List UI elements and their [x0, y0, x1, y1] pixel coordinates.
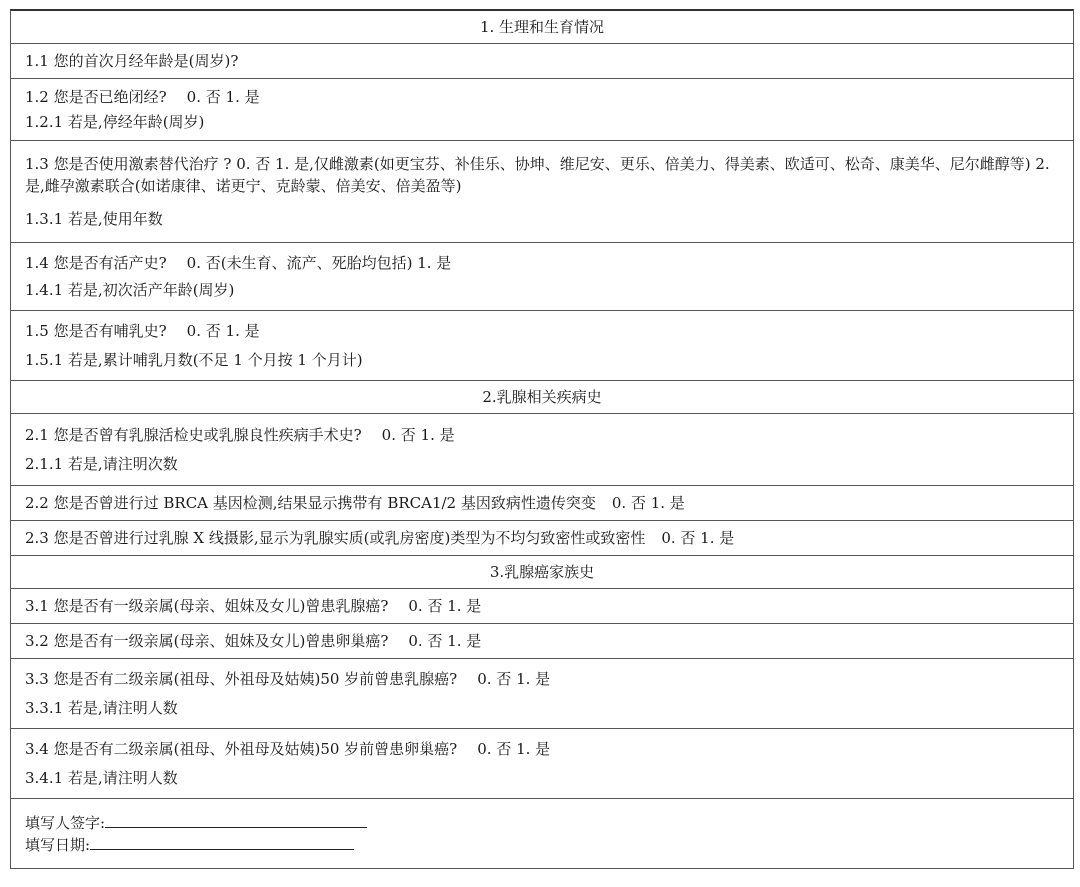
answer-options: 0. 否 1. 是	[477, 740, 551, 759]
answer-options: 0. 否 1. 是	[408, 632, 482, 650]
question-1-1	[11, 44, 1073, 79]
sub-question-text: 1.4.1 若是,初次活产年龄(周岁)	[25, 281, 235, 300]
question-row	[25, 252, 1059, 274]
date-label: 填写日期:	[25, 835, 91, 854]
sub-question-text: 1.5.1 若是,累计哺乳月数(不足 1 个月按 1 个月计)	[25, 350, 363, 369]
sub-question-text: 1.3.1 若是,使用年数	[25, 210, 163, 229]
date-row	[25, 834, 1059, 856]
question-2-2	[11, 486, 1073, 521]
answer-options: 0. 否 1. 是	[611, 494, 685, 512]
question-row	[25, 738, 1059, 760]
question-text: 1.5 您是否有哺乳史?	[25, 322, 167, 341]
sub-question-text: 3.3.1 若是,请注明人数	[25, 698, 178, 717]
date-blank-line[interactable]	[90, 835, 354, 850]
answer-options: 0. 否 1. 是	[381, 425, 455, 444]
question-text: 2.2 您是否曾进行过 BRCA 基因检测,结果显示携带有 BRCA1/2 基因致病性遗传突变	[25, 494, 596, 512]
question-row	[25, 320, 1059, 342]
answer-options: 0. 否 1. 是	[477, 670, 551, 689]
question-text: 3.4 您是否有二级亲属(祖母、外祖母及姑姨)50 岁前曾患卵巢癌?	[25, 740, 458, 759]
signature-block	[11, 799, 1073, 869]
question-text: 3.1 您是否有一级亲属(母亲、姐妹及女儿)曾患乳腺癌?	[25, 597, 389, 615]
question-1-5	[11, 311, 1073, 381]
signer-row	[25, 812, 1059, 834]
question-text: 1.2 您是否已绝闭经?	[25, 88, 167, 107]
question-row	[25, 492, 1059, 514]
question-row	[25, 630, 1059, 652]
answer-options: 0. 否 1. 是	[186, 88, 260, 107]
question-row	[25, 424, 1059, 446]
signer-blank-line[interactable]	[105, 813, 367, 828]
sub-question-text: 1.2.1 若是,停经年龄(周岁)	[25, 112, 205, 131]
question-2-1	[11, 414, 1073, 486]
question-text: 3.3 您是否有二级亲属(祖母、外祖母及姑姨)50 岁前曾患乳腺癌?	[25, 670, 458, 689]
question-row	[25, 527, 1059, 549]
question-row	[25, 668, 1059, 690]
section-header-1: 1. 生理和生育情况	[11, 11, 1073, 44]
question-2-3	[11, 521, 1073, 556]
question-text: 1.1 您的首次月经年龄是(周岁)?	[25, 52, 239, 70]
questionnaire-table	[10, 9, 1074, 869]
answer-options: 0. 否 1. 是	[408, 597, 482, 615]
sub-question-text: 2.1.1 若是,请注明次数	[25, 455, 178, 474]
question-text: 3.2 您是否有一级亲属(母亲、姐妹及女儿)曾患卵巢癌?	[25, 632, 389, 650]
answer-options: 0. 否 1. 是	[186, 322, 260, 341]
section-header-3: 3.乳腺癌家族史	[11, 556, 1073, 589]
question-1-4	[11, 243, 1073, 311]
section-header-2: 2.乳腺相关疾病史	[11, 381, 1073, 414]
question-text: 1.3 您是否使用激素替代治疗 ? 0. 否 1. 是,仅雌激素(如更宝芬、补佳乐、协坤、维尼安、更乐、倍美力、得美素、欧适可、松奇、康美华、尼尔雌醇等) 2. 是,雌孕激素联合(如诺康律、诺更宁、克龄蒙、倍美安、倍美盈等)	[25, 154, 1050, 195]
answer-options: 0. 否(未生育、流产、死胎均包括) 1. 是	[186, 253, 452, 272]
question-text: 2.1 您是否曾有乳腺活检史或乳腺良性疾病手术史?	[25, 425, 362, 444]
question-3-4	[11, 729, 1073, 799]
question-3-2	[11, 624, 1073, 659]
question-row	[25, 595, 1059, 617]
question-text: 2.3 您是否曾进行过乳腺 X 线摄影,显示为乳腺实质(或乳房密度)类型为不均匀致密性或致密性	[25, 529, 646, 547]
question-1-3	[11, 141, 1073, 243]
sub-question-text: 3.4.1 若是,请注明人数	[25, 768, 178, 787]
question-1-2	[11, 79, 1073, 141]
question-text: 1.4 您是否有活产史?	[25, 253, 167, 272]
signer-label: 填写人签字:	[25, 813, 106, 832]
question-3-1	[11, 589, 1073, 624]
answer-options: 0. 否 1. 是	[661, 529, 735, 547]
question-3-3	[11, 659, 1073, 729]
question-row	[25, 86, 1059, 108]
